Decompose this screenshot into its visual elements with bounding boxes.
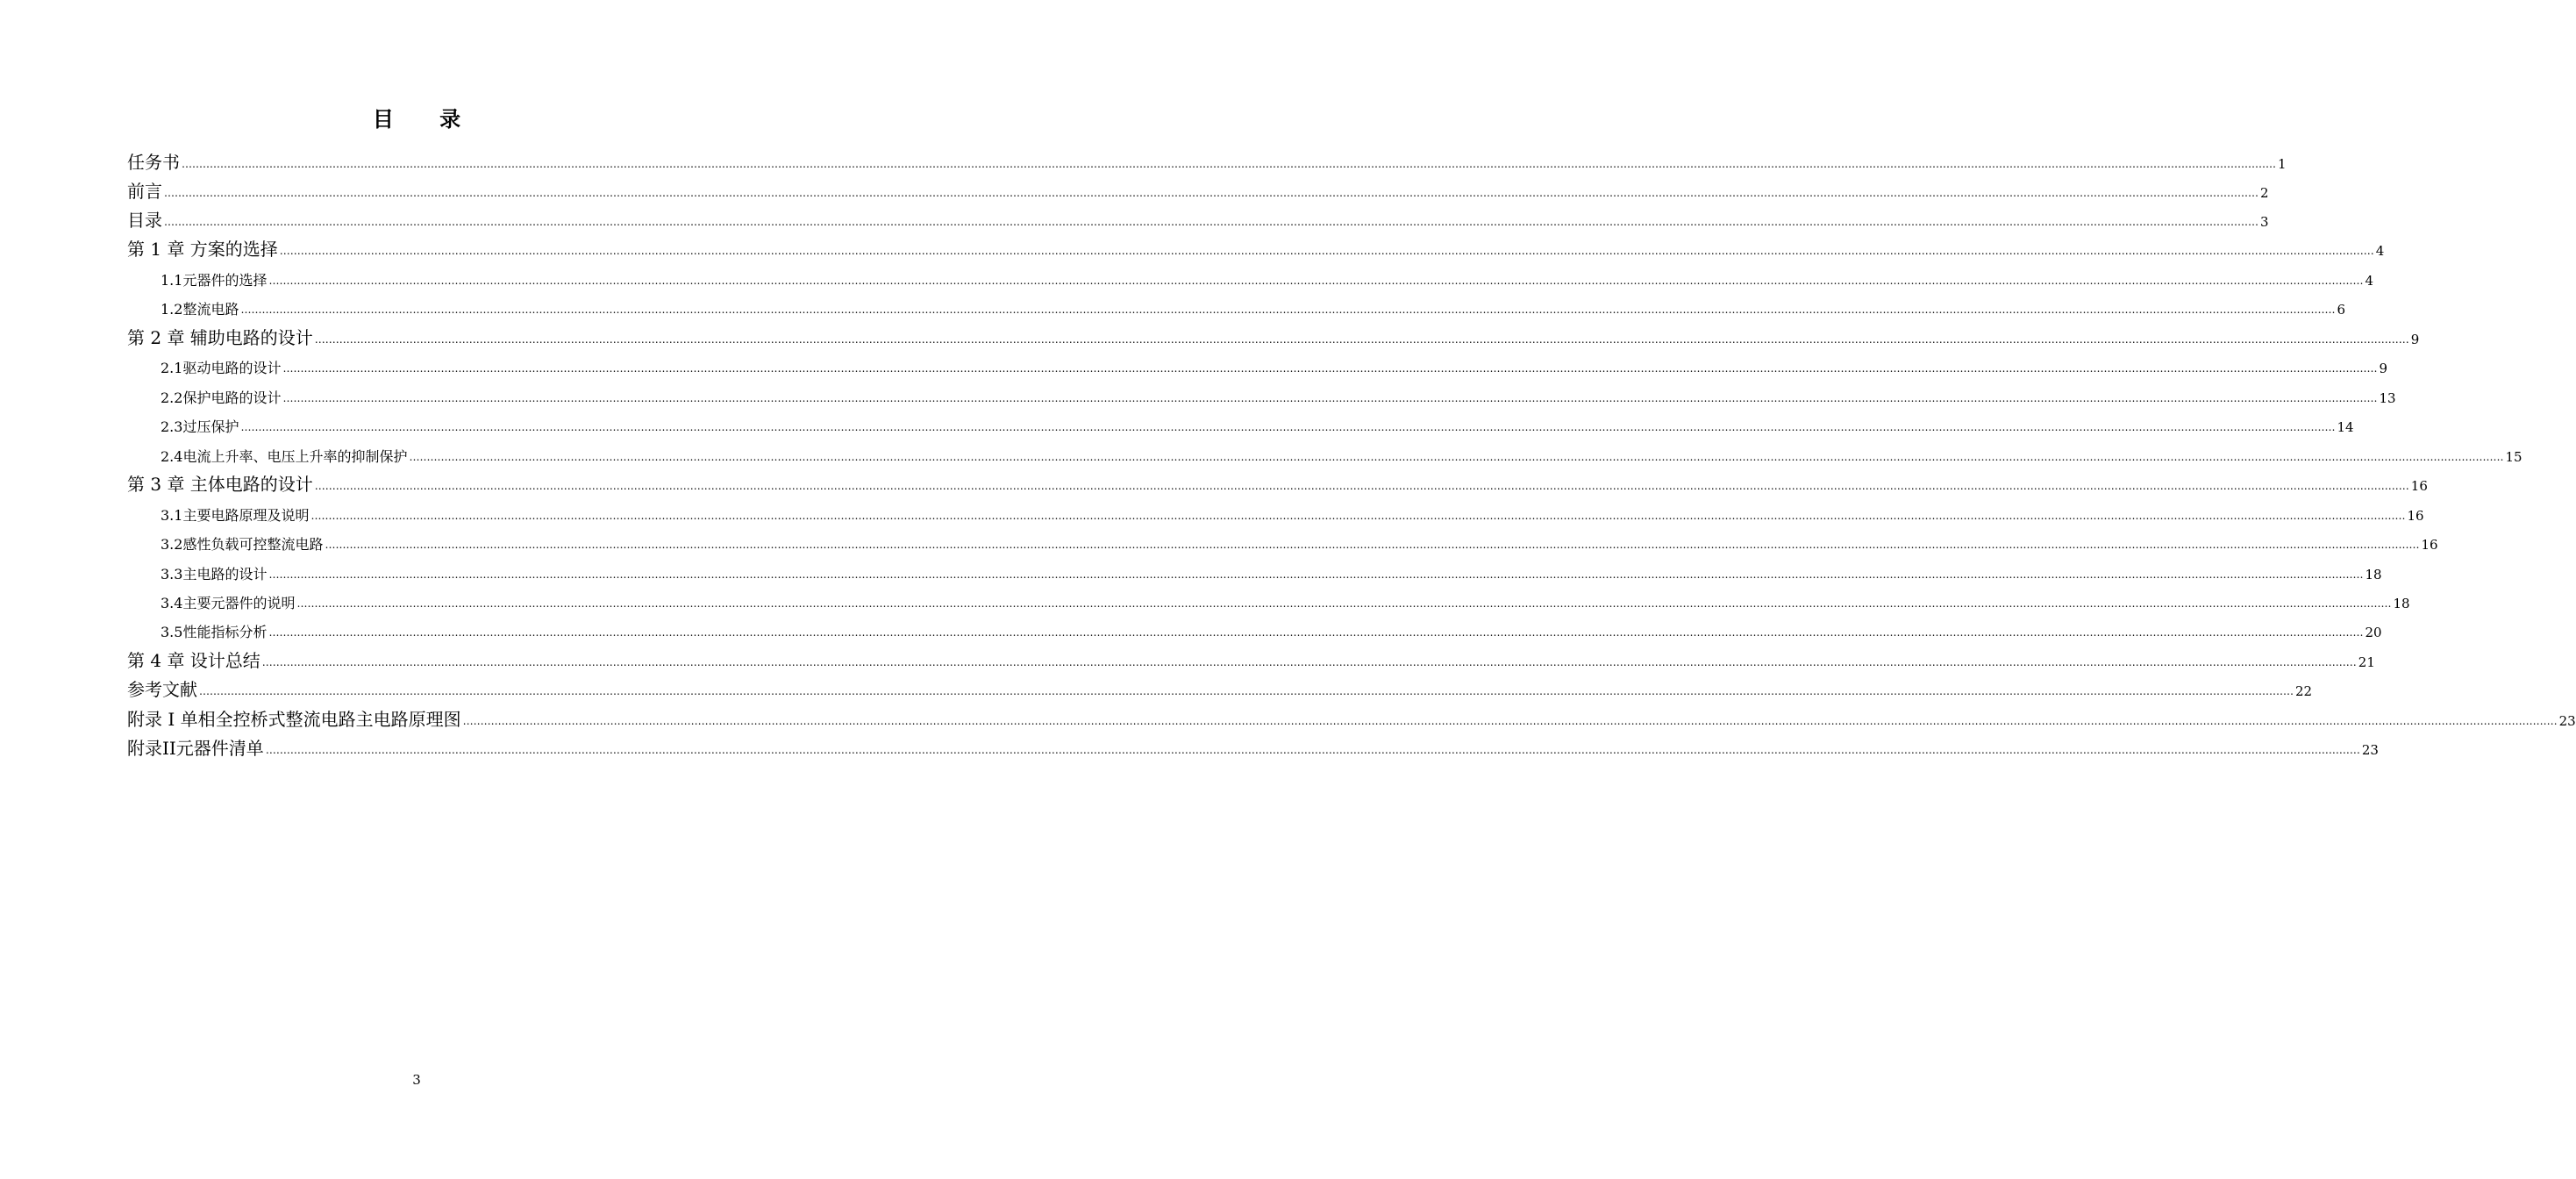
toc-entry[interactable] (127, 202, 2269, 231)
page-title: 目 录 (372, 107, 481, 132)
toc-leader-dots: ………………………………………………………………………………………………………………………………………………………………………………………………………………………………………………………………………………………………………………………………………………………………………………………………………………………………………………………………………………………………………………………………………………… (265, 744, 2360, 756)
toc-entry[interactable] (161, 437, 2522, 466)
toc-entry-page: 22 (2295, 682, 2313, 699)
toc-leader-dots: ………………………………………………………………………………………………………………………………………………………………………………………………………………………………………………………………………………………………………………………………………………………………………………………………………………………………………………………………………………………………………………………………………………… (325, 539, 2420, 551)
toc-entry[interactable] (127, 319, 2420, 348)
toc-leader-dots: ………………………………………………………………………………………………………………………………………………………………………………………………………………………………………………………………………………………………………………………………………………………………………………………………………………………………………………………………………………………………………………………………………………… (164, 187, 2258, 199)
toc-entry-page: 1 (2278, 155, 2287, 172)
toc-entry[interactable] (127, 730, 2379, 759)
toc-entry-page: 9 (2379, 360, 2387, 376)
toc-entry-label: 3.1主要电路原理及说明 (161, 507, 310, 525)
toc-entry-label: 2.2保护电路的设计 (161, 389, 282, 407)
toc-entry-page: 3 (2260, 213, 2269, 230)
toc-entry[interactable] (161, 612, 2382, 641)
toc-entry[interactable] (161, 289, 2345, 318)
toc-entry-page: 18 (2365, 566, 2382, 582)
toc-entry-label: 2.1驱动电路的设计 (161, 360, 282, 377)
toc-entry-label: 附录 I 单相全控桥式整流电路主电路原理图 (127, 709, 461, 730)
toc-entry-label: 前言 (127, 181, 162, 202)
toc-entry-label: 第 3 章 主体电路的设计 (127, 474, 313, 495)
toc-leader-dots: ………………………………………………………………………………………………………………………………………………………………………………………………………………………………………………………………………………………………………………………………………………………………………………………………………………………………………………………………………………………………………………………………………………… (240, 304, 2336, 316)
toc-entry-page: 4 (2375, 242, 2385, 259)
toc-leader-dots: ………………………………………………………………………………………………………………………………………………………………………………………………………………………………………………………………………………………………………………………………………………………………………………………………………………………………………………………………………………………………………………………………………………… (164, 216, 2258, 228)
toc-entry-page: 16 (2410, 477, 2428, 494)
toc-entry[interactable] (161, 583, 2410, 612)
toc-leader-dots: ………………………………………………………………………………………………………………………………………………………………………………………………………………………………………………………………………………………………………………………………………………………………………………………………………………………………………………………………………………………………………………………………………………… (199, 685, 2294, 697)
toc-leader-dots: ………………………………………………………………………………………………………………………………………………………………………………………………………………………………………………………………………………………………………………………………………………………………………………………………………………………………………………………………………………………………………………………………………………… (296, 597, 2392, 610)
toc-entry-page: 23 (2361, 741, 2379, 758)
toc-entry-label: 目录 (127, 210, 162, 231)
toc-entry-label: 附录II元器件清单 (127, 738, 264, 759)
toc-leader-dots: ………………………………………………………………………………………………………………………………………………………………………………………………………………………………………………………………………………………………………………………………………………………………………………………………………………………………………………………………………………………………………………………………………………… (310, 510, 2406, 522)
toc-leader-dots: ………………………………………………………………………………………………………………………………………………………………………………………………………………………………………………………………………………………………………………………………………………………………………………………………………………………………………………………………………………………………………………………………………………… (268, 626, 2364, 639)
toc-entry-page: 9 (2410, 331, 2420, 347)
toc-leader-dots: ………………………………………………………………………………………………………………………………………………………………………………………………………………………………………………………………………………………………………………………………………………………………………………………………………………………………………………………………………………………………………………………………………………… (409, 451, 2504, 463)
toc-entry-label: 3.4主要元器件的说明 (161, 595, 296, 612)
toc-entry-label: 2.3过压保护 (161, 418, 239, 436)
toc-leader-dots: ………………………………………………………………………………………………………………………………………………………………………………………………………………………………………………………………………………………………………………………………………………………………………………………………………………………………………………………………………………………………………………………………………………… (240, 421, 2336, 433)
toc-entry[interactable] (127, 173, 2269, 202)
toc-leader-dots: ………………………………………………………………………………………………………………………………………………………………………………………………………………………………………………………………………………………………………………………………………………………………………………………………………………………………………………………………………………………………………………………………………………… (268, 275, 2364, 287)
toc-entry-label: 第 4 章 设计总结 (127, 650, 260, 671)
toc-entry-page: 2 (2260, 184, 2269, 201)
toc-entry[interactable] (161, 496, 2424, 525)
toc-entry[interactable] (127, 466, 2428, 495)
toc-entry[interactable] (127, 144, 2287, 173)
toc-entry-label: 3.3主电路的设计 (161, 566, 268, 583)
toc-leader-dots: ………………………………………………………………………………………………………………………………………………………………………………………………………………………………………………………………………………………………………………………………………………………………………………………………………………………………………………………………………………………………………………………………………………… (314, 480, 2409, 492)
toc-entry-label: 3.2感性负载可控整流电路 (161, 536, 324, 554)
toc-leader-dots: ………………………………………………………………………………………………………………………………………………………………………………………………………………………………………………………………………………………………………………………………………………………………………………………………………………………………………………………………………………………………………………………………………………… (462, 715, 2558, 727)
toc-entry-page: 4 (2365, 272, 2373, 289)
toc-entry-label: 1.2整流电路 (161, 301, 239, 318)
toc-entry-page: 18 (2393, 595, 2410, 611)
toc-entry[interactable] (161, 348, 2387, 377)
toc-leader-dots: ………………………………………………………………………………………………………………………………………………………………………………………………………………………………………………………………………………………………………………………………………………………………………………………………………………………………………………………………………………………………………………………………………………… (268, 568, 2364, 581)
toc-entry[interactable] (161, 261, 2373, 289)
page-number: 3 (412, 1072, 421, 1088)
toc-entry[interactable] (127, 642, 2375, 671)
toc-entry-page: 16 (2407, 507, 2424, 524)
toc-entry[interactable] (127, 671, 2313, 700)
toc-entry-page: 13 (2379, 389, 2396, 406)
toc-entry[interactable] (161, 525, 2438, 554)
toc-entry-page: 14 (2337, 418, 2354, 435)
toc-entry-label: 第 1 章 方案的选择 (127, 239, 278, 260)
toc-entry-label: 3.5性能指标分析 (161, 624, 268, 641)
toc-entry-label: 第 2 章 辅助电路的设计 (127, 327, 313, 348)
toc-leader-dots: ………………………………………………………………………………………………………………………………………………………………………………………………………………………………………………………………………………………………………………………………………………………………………………………………………………………………………………………………………………………………………………………………………………… (282, 392, 2378, 404)
toc-leader-dots: ………………………………………………………………………………………………………………………………………………………………………………………………………………………………………………………………………………………………………………………………………………………………………………………………………………………………………………………………………………………………………………………………………………… (282, 362, 2378, 375)
toc-entry-page: 23 (2558, 712, 2576, 729)
toc-entry-page: 6 (2337, 301, 2345, 318)
toc-entry-label: 2.4电流上升率、电压上升率的抑制保护 (161, 448, 408, 466)
toc-entry[interactable] (161, 407, 2354, 436)
toc-leader-dots: ………………………………………………………………………………………………………………………………………………………………………………………………………………………………………………………………………………………………………………………………………………………………………………………………………………………………………………………………………………………………………………………………………………… (261, 656, 2357, 668)
toc-entry[interactable] (161, 378, 2396, 407)
toc-entry-label: 任务书 (127, 152, 180, 173)
toc-entry-page: 15 (2505, 448, 2522, 465)
toc-entry[interactable] (127, 701, 2576, 730)
toc-entry-page: 21 (2358, 654, 2375, 670)
toc-entry-page: 20 (2365, 624, 2382, 640)
toc-entry[interactable] (161, 554, 2382, 583)
toc-entry-label: 1.1元器件的选择 (161, 272, 268, 289)
toc-leader-dots: ………………………………………………………………………………………………………………………………………………………………………………………………………………………………………………………………………………………………………………………………………………………………………………………………………………………………………………………………………………………………………………………………………………… (182, 158, 2276, 170)
toc-leader-dots: ………………………………………………………………………………………………………………………………………………………………………………………………………………………………………………………………………………………………………………………………………………………………………………………………………………………………………………………………………………………………………………………………………………… (314, 333, 2409, 346)
toc-entry-page: 16 (2421, 536, 2438, 553)
toc-entry-label: 参考文献 (127, 679, 197, 700)
toc-leader-dots: ………………………………………………………………………………………………………………………………………………………………………………………………………………………………………………………………………………………………………………………………………………………………………………………………………………………………………………………………………………………………………………………………………………… (279, 245, 2374, 257)
toc-entry[interactable] (127, 231, 2385, 260)
